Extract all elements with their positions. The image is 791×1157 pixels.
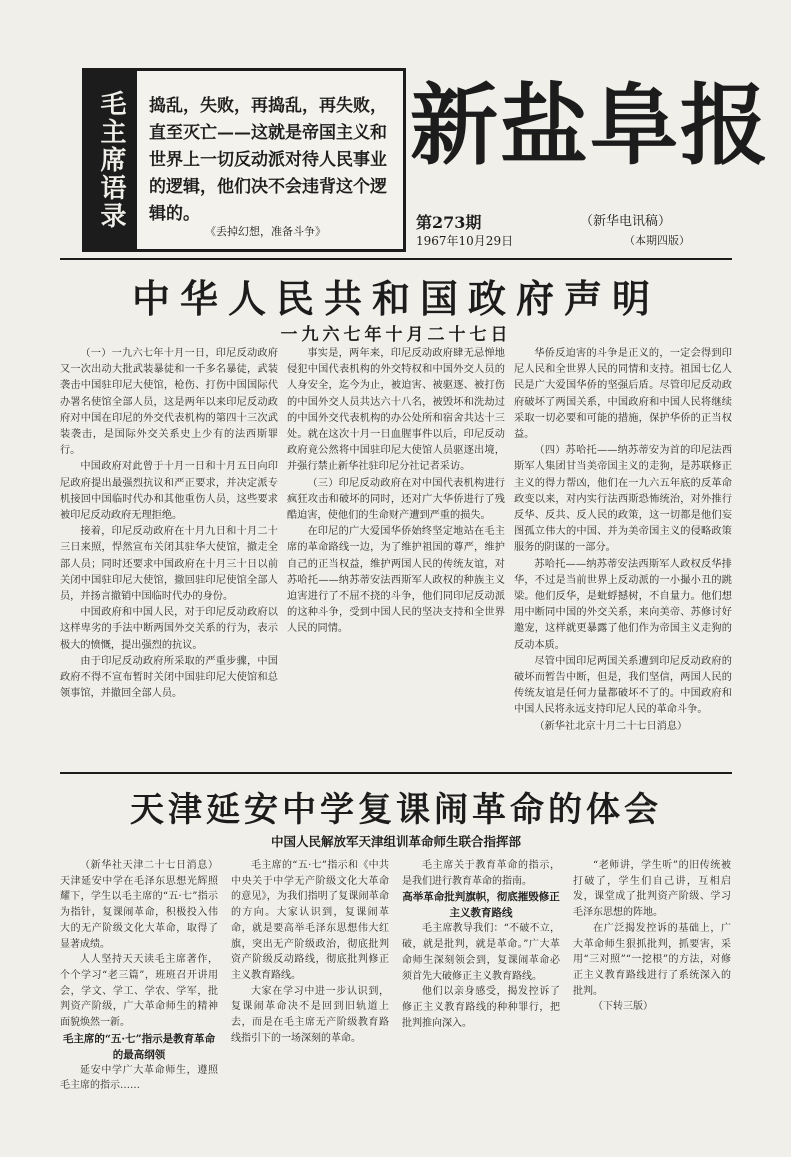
- issue-date: 1967年10月29日: [416, 234, 514, 248]
- section-subheading: 高举革命批判旗帜，彻底摧毁修正主义教育路线: [402, 891, 560, 920]
- quote-label-bar: [85, 71, 137, 249]
- issue-source: （新华电讯稿）: [580, 214, 672, 229]
- paragraph: 人人坚持天天读毛主席著作，个个学习“老三篇”，班班召开讲用会，学文、学工、学农、学军，批判资产阶级，广大革命师生的精神面貌焕然一新。: [60, 954, 218, 1029]
- paragraph: 在广泛揭发控诉的基础上，广大革命师生狠抓批判，抓要害，采用“三对照”“一挖根”的方法，对修正主义教育路线进行了系统深入的批判。: [573, 922, 731, 997]
- paragraph: 中国政府和中国人民，对于印尼反动政府以这样卑劣的手法中断两国外交关系的行为，表示极大的愤慨，提出强烈的抗议。: [60, 607, 278, 651]
- paragraph: （新华社天津二十七日消息）天津延安中学在毛泽东思想光辉照耀下，学生以毛主席的“五·七”指示为指针，复课闹革命，积极投入伟大的无产阶级文化大革命，取得了显著成绩。: [60, 860, 218, 950]
- paragraph: 尽管中国印尼两国关系遭到印尼反动政府的破坏而暂告中断，但是，我们坚信，两国人民的传统友谊是任何力量都破坏不了的。中国政府和中国人民将永远支持印尼人民的革命斗争。: [514, 655, 732, 716]
- paragraph: 华侨反迫害的斗争是正义的，一定会得到印尼人民和全世界人民的同情和支持。祖国七亿人民是广大爱国华侨的坚强后盾。尽管印尼反动政府破坏了两国关系，中国政府和中国人民将继续采取一切必要和可能的措施，保护华侨的正当权益。: [514, 348, 732, 441]
- paragraph: （下转三版）: [593, 1001, 653, 1013]
- issue-number: 第273期: [416, 213, 482, 232]
- article2-column-1: [60, 858, 218, 1108]
- article2-headline: 天津延安中学复课闹革命的体会: [130, 790, 662, 830]
- paragraph: 中国政府对此曾于十月一日和十月五日向印尼政府提出最强烈抗议和严正要求，并决定派专机接回中国临时代办和其他重伤人员，这些要求被印尼反动政府无理拒绝。: [60, 461, 278, 522]
- quote-label: 毛主席语录: [96, 90, 126, 230]
- paragraph: 大家在学习中进一步认识到，复课闹革命决不是回到旧轨道上去，而是在毛主席无产阶级教育路线指引下的一场深刻的革命。: [231, 985, 389, 1044]
- newspaper-title: 新盐阜报: [410, 74, 771, 177]
- paragraph: 毛主席教导我们：“不破不立，破，就是批判，就是革命。”广大革命师生深刻领会到，复课闹革命必须首先大破修正主义教育路线。: [402, 923, 560, 982]
- paragraph: 苏哈托——纳苏蒂安法西斯军人政权反华排华，不过是当前世界上反动派的一小撮小丑的跳梁。他们反华，是蚍蜉撼树，不自量力。他们想用中断同中国的外交关系，来向美帝、苏修讨好邀宠，这样就更暴露了他们作为帝国主义走狗的反动本质。: [514, 558, 732, 651]
- paragraph: （一）一九六七年十月一日，印尼反动政府又一次出动大批武装暴徒和一千多名暴徒，武装袭击中国驻印尼大使馆，枪伤、打伤中国国际代办署名使馆全部人员，这是两年以来印尼反动政府对中国在印尼的外交代表机构的第四十三次武装袭击，是国际外交关系史上少有的法西斯罪行。: [60, 348, 278, 457]
- article1-column-1: [60, 346, 278, 766]
- section-subheading: 毛主席的“五·七”指示是教育革命的最高纲领: [62, 1032, 216, 1061]
- paragraph: 毛主席的“五·七”指示和《中共中央关于中学无产阶级文化大革命的意见》，为我们指明了复课闹革命的方向。大家认识到，复课闹革命，就是要高举毛泽东思想伟大红旗，突出无产阶级政治，彻底批判资产阶级反动路线，彻底批判修正主义教育路线。: [231, 860, 389, 981]
- article1-date: 一九六七年十月二十七日: [280, 325, 512, 345]
- paragraph: 他们以亲身感受，揭发控诉了修正主义教育路线的种种罪行，把批判推向深入。: [402, 986, 560, 1029]
- masthead-divider: [60, 258, 732, 260]
- article2-column-3: [402, 858, 560, 1108]
- paragraph: 接着，印尼反动政府在十月九日和十月二十三日来照，悍然宣布关闭其驻华大使馆，撤走全部人员；同时还要求中国政府在十月三十日以前关闭中国驻印尼大使馆，撤回驻印尼使馆全部人员，并扬言撤销中国临时代办的身份。: [60, 526, 278, 603]
- paragraph: （四）苏哈托——纳苏蒂安为首的印尼法西斯军人集团甘当美帝国主义的走狗，是苏联修正主义的得力帮凶，他们在一九六五年底的反革命政变以来，对内实行法西斯恐怖统治，对外推行反华、反共、反人民的政策，这一切都是他们妄图孤立伟大的中国、并为美帝国主义的侵略政策服务的阴谋的一部分。: [514, 445, 732, 554]
- article2-subheadline: 中国人民解放军天津组训革命师生联合指挥部: [270, 834, 521, 849]
- paragraph: 延安中学广大革命师生，遵照毛主席的指示……: [60, 1064, 218, 1092]
- paragraph: 事实是，两年来，印尼反动政府肆无忌惮地侵犯中国代表机构的外交特权和中国外交人员的人身安全，迄今为止，被迫害、被驱逐、被打伤的中国外交人员共达六十八名，被毁坏和洗劫过的中国外交代表机构的办公处所和宿舍共达十三处。就在这次十月一日血腥事件以后，印尼反动政府竟公然将中国驻印尼大使馆人员驱逐出境，并强行禁止新华社驻印尼分社记者采访。: [287, 348, 505, 473]
- quote-text: 捣乱，失败，再捣乱，再失败，直至灭亡——这就是帝国主义和世界上一切反动派对待人民事业的逻辑，他们决不会违背这个逻辑的。: [149, 96, 387, 224]
- article-divider: [60, 772, 732, 774]
- paragraph: （新华社北京十月二十七日消息）: [534, 720, 688, 732]
- paragraph: “老师讲，学生听”的旧传统被打破了，学生们自己讲，互相启发，课堂成了批判资产阶级、学习毛泽东思想的阵地。: [573, 860, 731, 919]
- article2-column-2: [231, 858, 389, 1108]
- quote-source: 《丢掉幻想，准备斗争》: [205, 225, 326, 238]
- paragraph: 毛主席关于教育革命的指示，是我们进行教育革命的指南。: [402, 860, 560, 887]
- paragraph: （三）印尼反动政府在对中国代表机构进行疯狂攻击和破坏的同时，还对广大华侨进行了残酷迫害，使他们的生命财产遭到严重的损失。: [287, 477, 505, 522]
- article1-headline: 中华人民共和国政府声明: [131, 277, 660, 321]
- article1-column-2: [287, 346, 505, 766]
- paragraph: 由于印尼反动政府所采取的严重步骤，中国政府不得不宣布暂时关闭中国驻印尼大使馆和总领事馆，并撤回全部人员。: [60, 655, 278, 700]
- article2-column-4: [573, 858, 731, 1108]
- issue-pages: （本期四版）: [624, 234, 690, 247]
- paragraph: 在印尼的广大爱国华侨始终坚定地站在毛主席的革命路线一边，为了维护祖国的尊严，维护自己的正当权益，维护两国人民的传统友谊，对苏哈托——纳苏蒂安法西斯军人政权的种族主义迫害进行了不屈不挠的斗争，他们同印尼反动派的这种斗争，受到中国人民的坚决支持和全世界人民的同情。: [287, 526, 505, 635]
- article1-column-3: [514, 346, 732, 766]
- quote-box: [82, 68, 406, 252]
